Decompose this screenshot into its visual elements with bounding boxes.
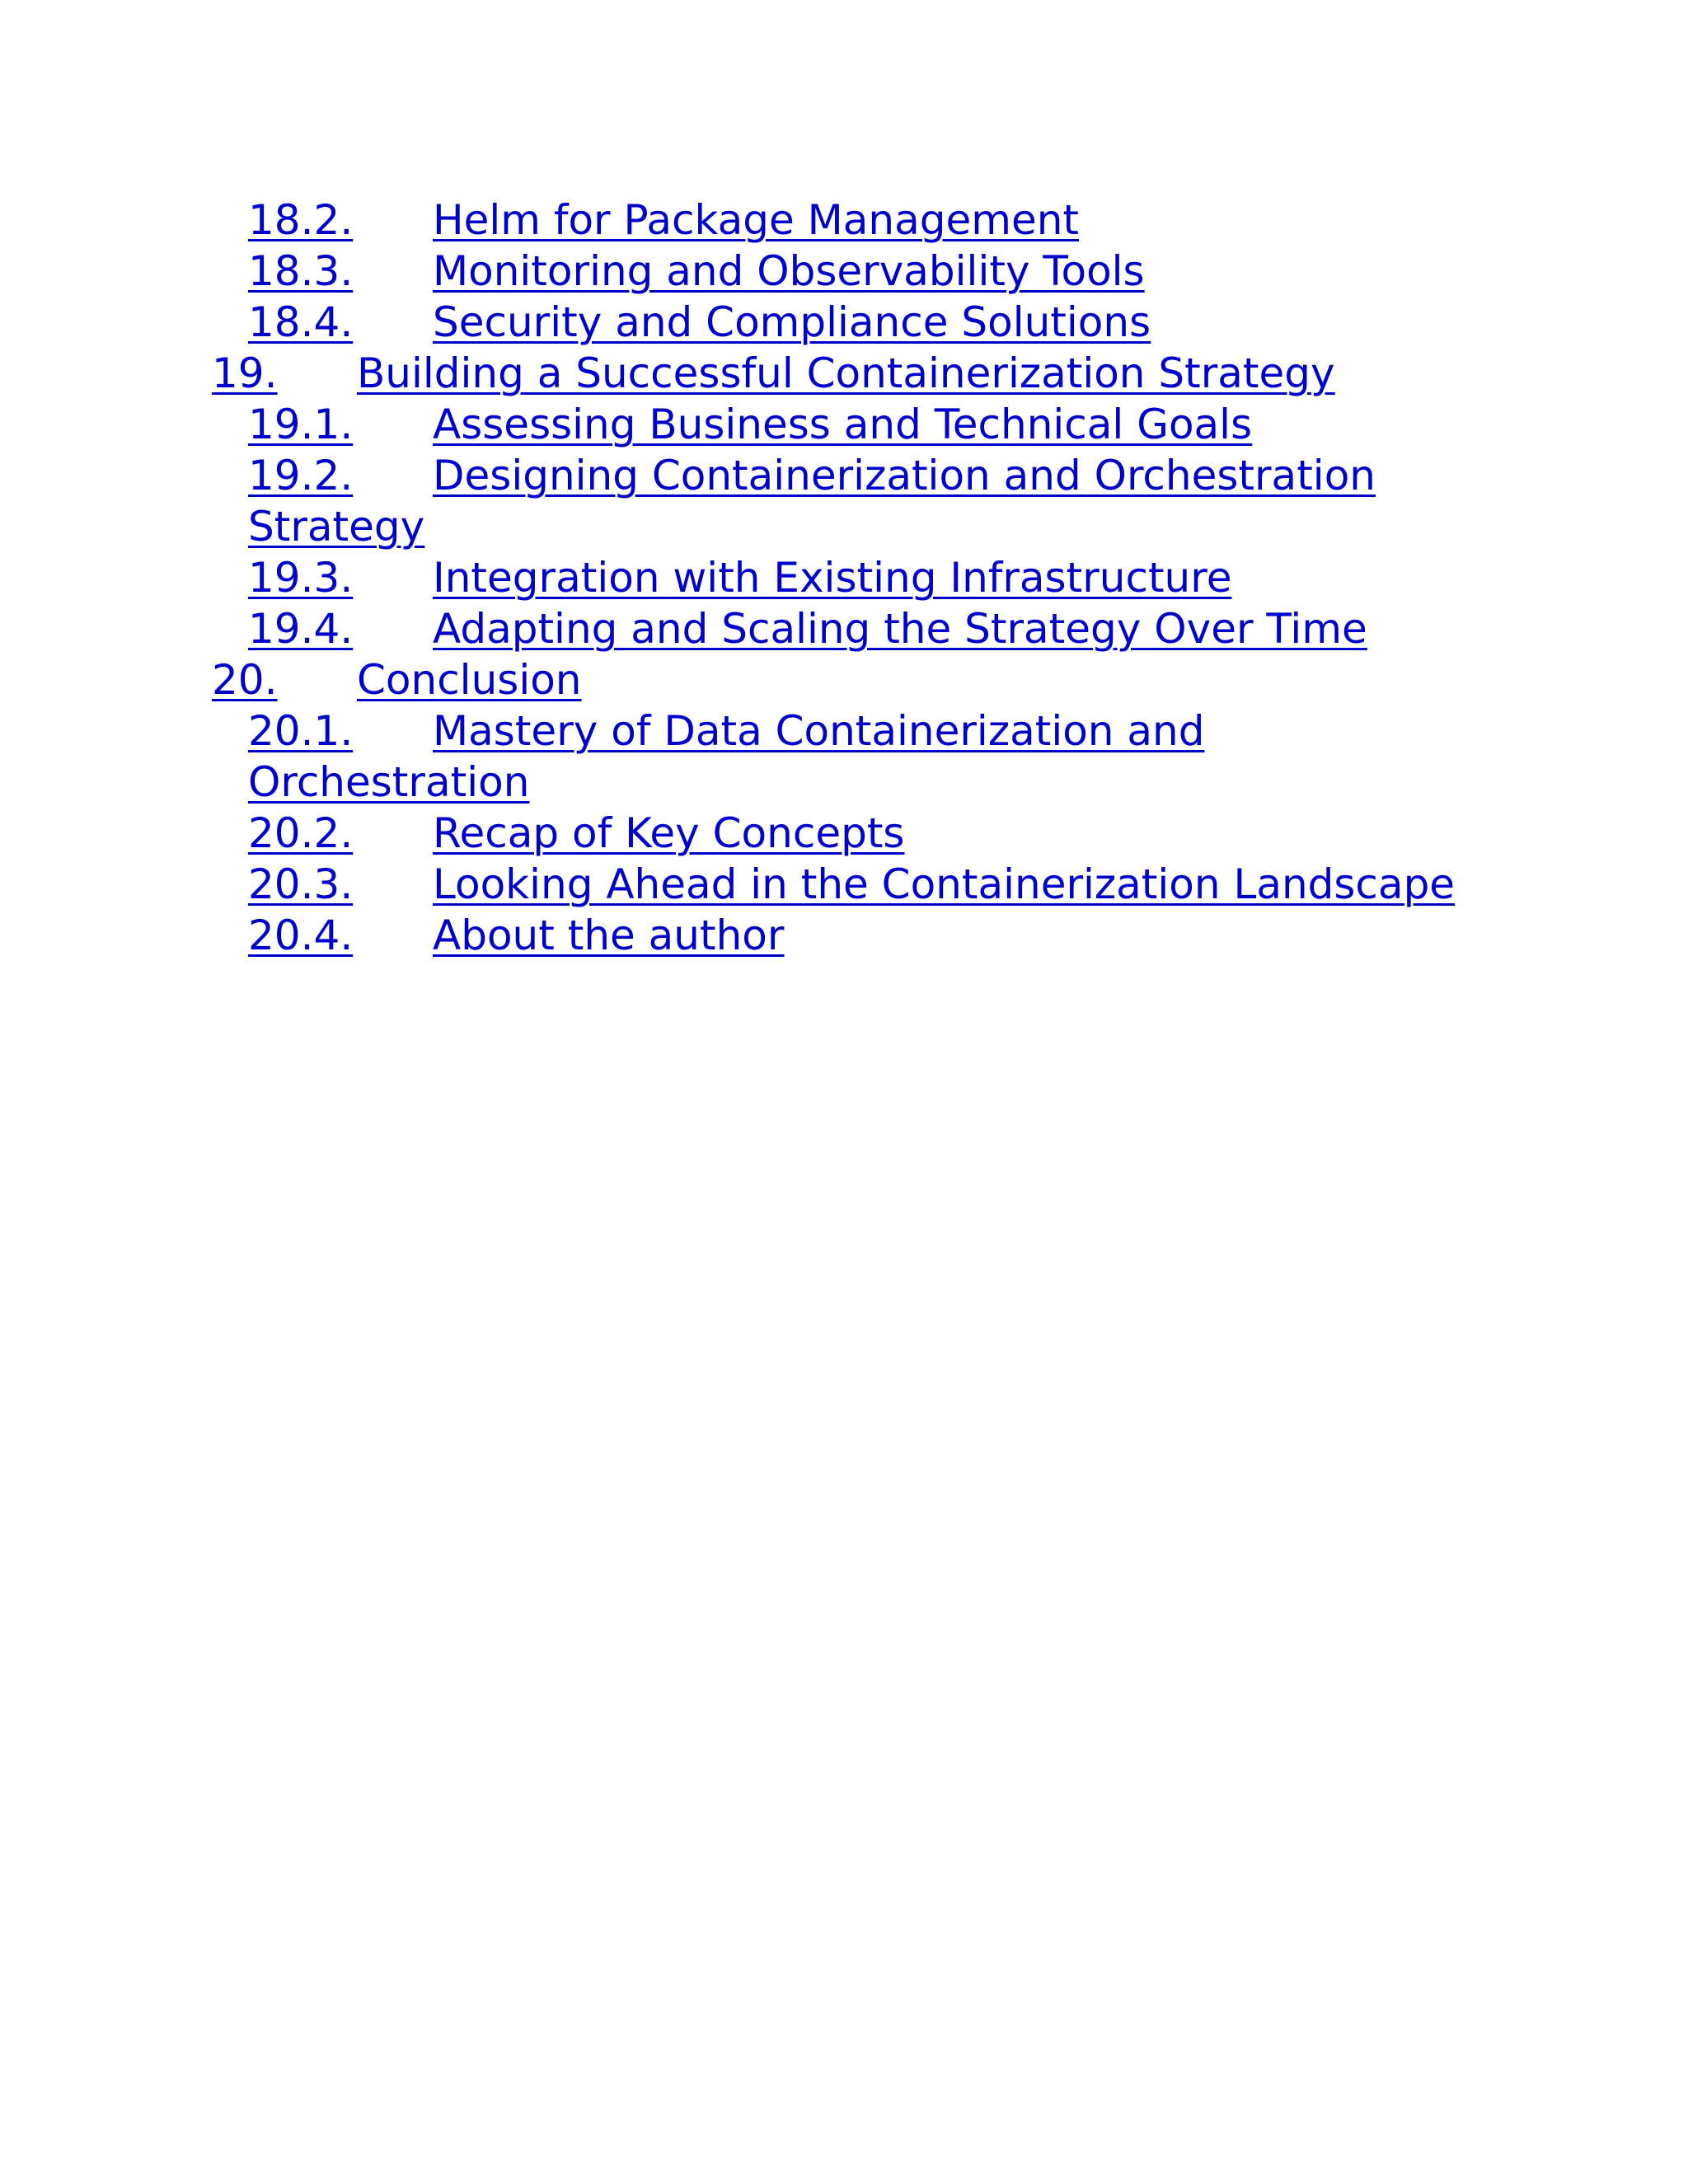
toc-link-19-1[interactable] [248, 399, 1688, 450]
toc-title: Recap of Key Concepts [433, 809, 905, 857]
toc-link-20[interactable] [212, 654, 1688, 705]
toc-title: Helm for Package Management [433, 196, 1080, 244]
toc-title: Security and Compliance Solutions [433, 298, 1151, 346]
toc-link-20-3[interactable] [248, 859, 1688, 910]
toc-title: Monitoring and Observability Tools [433, 247, 1145, 295]
toc-number: 19.3. [248, 554, 354, 602]
table-of-contents [0, 194, 1688, 961]
toc-link-19[interactable] [212, 348, 1688, 399]
toc-number: 20.4. [248, 912, 354, 959]
toc-link-19-3[interactable] [248, 552, 1688, 603]
toc-line [248, 450, 1688, 501]
toc-title: Designing Containerization and Orchestration [433, 452, 1376, 499]
toc-number: 20. [212, 656, 278, 704]
toc-number: 20.1. [248, 707, 354, 755]
toc-number: 19.4. [248, 605, 354, 653]
toc-link-18-3[interactable] [248, 246, 1688, 297]
toc-title: Building a Successful Containerization Strategy [357, 349, 1335, 397]
toc-line [248, 705, 1688, 757]
toc-number: 19.1. [248, 401, 354, 448]
toc-title: About the author [433, 912, 785, 959]
toc-link-19-2[interactable] [248, 450, 1688, 552]
toc-link-19-4[interactable] [248, 603, 1688, 654]
toc-title: Adapting and Scaling the Strategy Over Time [433, 605, 1367, 653]
toc-title-continuation: Orchestration [248, 758, 530, 806]
toc-number: 19.2. [248, 452, 354, 499]
toc-title: Mastery of Data Containerization and [433, 707, 1205, 755]
toc-link-18-4[interactable] [248, 297, 1688, 348]
toc-link-18-2[interactable] [248, 194, 1688, 246]
toc-number: 18.3. [248, 247, 354, 295]
toc-link-20-1[interactable] [248, 705, 1688, 808]
toc-title: Looking Ahead in the Containerization Landscape [433, 860, 1456, 908]
toc-link-20-4[interactable] [248, 910, 1688, 961]
toc-link-20-2[interactable] [248, 808, 1688, 859]
toc-number: 18.2. [248, 196, 354, 244]
toc-title-continuation: Strategy [248, 503, 425, 551]
toc-title: Assessing Business and Technical Goals [433, 401, 1253, 448]
toc-number: 20.3. [248, 860, 354, 908]
toc-title: Integration with Existing Infrastructure [433, 554, 1232, 602]
toc-number: 19. [212, 349, 278, 397]
toc-number: 18.4. [248, 298, 354, 346]
toc-title: Conclusion [357, 656, 582, 704]
toc-number: 20.2. [248, 809, 354, 857]
